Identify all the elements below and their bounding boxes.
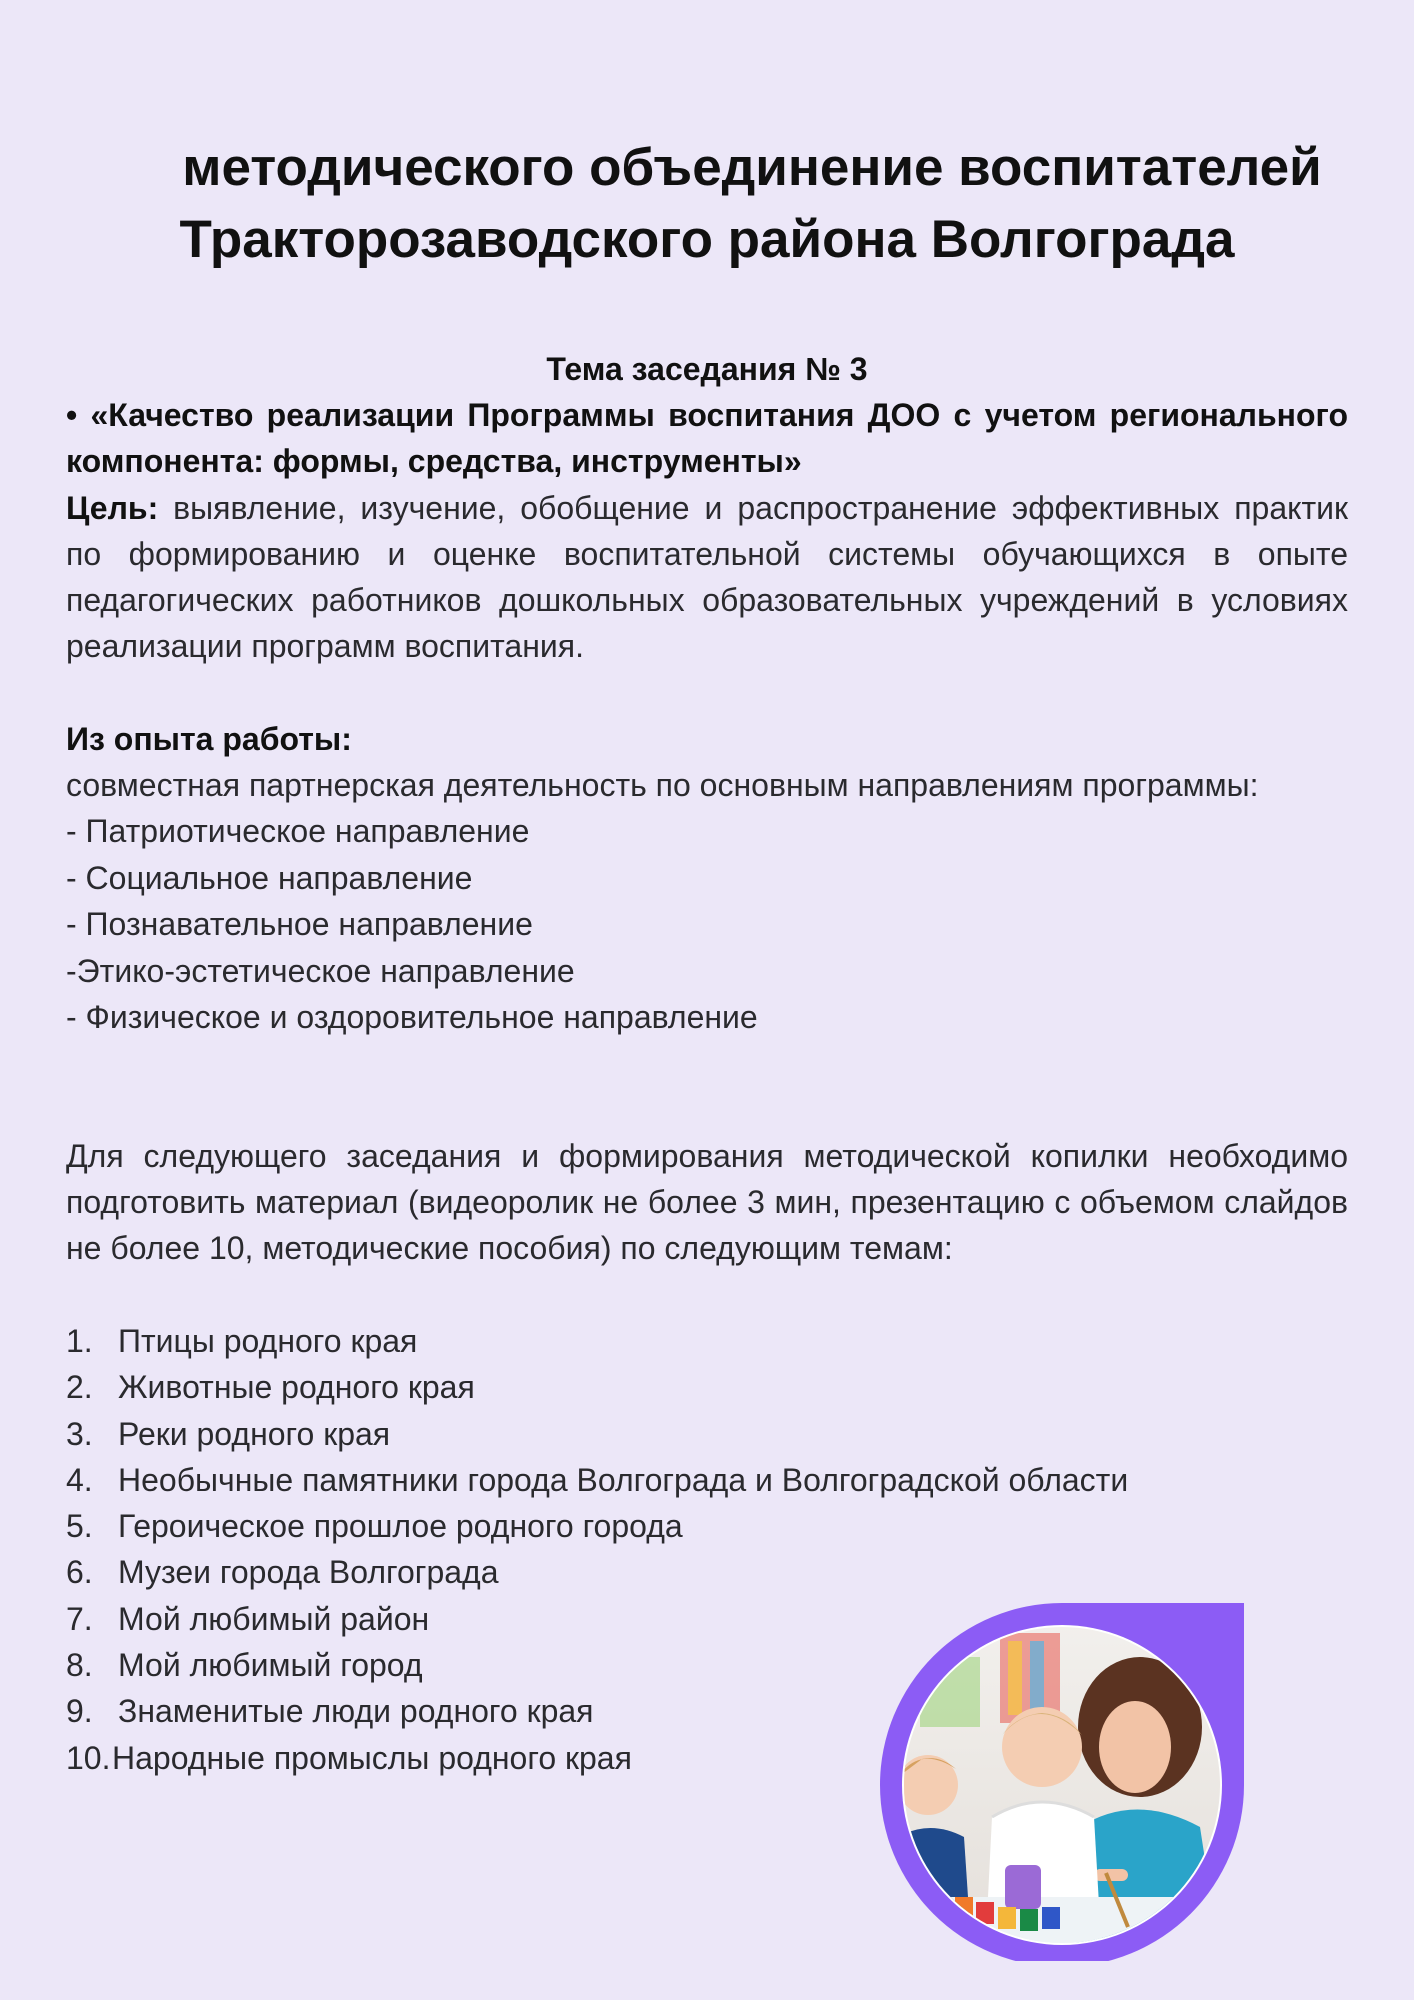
teacher-children-painting-photo — [880, 1597, 1244, 1961]
topic-text: Реки родного края — [118, 1415, 391, 1452]
topic-number: 2. — [66, 1369, 93, 1406]
topic-text: Героическое прошлое родного города — [118, 1508, 683, 1545]
next-meeting-paragraph: Для следующего заседания и формирования методической копилки необходимо подготовить материал (видеоролик не более 3 мин, презентацию с объемом слайдов не более 10, методические пособия) по следующим темам: — [66, 1138, 1348, 1266]
topic-item — [66, 1411, 1128, 1457]
topic-item — [66, 1318, 1128, 1364]
direction-item: - Патриотическое направление — [66, 813, 530, 849]
topic-text: Мой любимый район — [118, 1600, 430, 1637]
topic-text: Музеи города Волгограда — [118, 1554, 499, 1591]
topic-text: Мой любимый город — [118, 1647, 423, 1684]
topic-text: Знаменитые люди родного края — [118, 1693, 594, 1730]
topic-text: Народные промыслы родного края — [112, 1739, 632, 1776]
topic-text: Животные родного края — [118, 1369, 475, 1406]
topic-number: 10. — [66, 1739, 111, 1776]
topic-item — [66, 1549, 1128, 1595]
goal-paragraph — [66, 485, 1348, 669]
topic-number: 6. — [66, 1554, 93, 1591]
experience-title: Из опыта работы: — [66, 721, 352, 757]
topic-number: 5. — [66, 1508, 93, 1545]
photo-illustration — [880, 1597, 1244, 1961]
topic-text: Птицы родного края — [118, 1323, 418, 1359]
direction-item: - Познавательное направление — [66, 906, 533, 942]
goal-label: Цель: — [66, 490, 159, 526]
title-line-2: Тракторозаводского района Волгограда — [179, 210, 1235, 269]
experience-intro: совместная партнерская деятельность по основным направлениям программы: — [66, 767, 1259, 803]
topic-number: 4. — [66, 1461, 93, 1498]
topic-item — [66, 1503, 1128, 1549]
direction-item: - Физическое и оздоровительное направление — [66, 999, 758, 1035]
document-title — [66, 132, 1348, 276]
topic-number: 8. — [66, 1647, 93, 1684]
topic-text: Необычные памятники города Волгограда и Волгоградской области — [118, 1461, 1129, 1498]
topic-item — [66, 1457, 1128, 1503]
title-line-1: методического объединение воспитателей — [182, 138, 1322, 197]
session-label: Тема заседания № 3 — [546, 351, 868, 387]
goal-text: выявление, изучение, обобщение и распространение эффективных практик по формированию и оценке воспитательной системы обучающихся в опыте педагогических работников дошкольных образовательных учреждений в условиях реализации программ воспитания. — [66, 490, 1348, 664]
session-theme: • «Качество реализации Программы воспитания ДОО с учетом регионального компонента: формы, средства, инструменты» — [66, 397, 1348, 479]
direction-item: -Этико-эстетическое направление — [66, 952, 575, 989]
topic-number: 9. — [66, 1693, 93, 1730]
topic-number: 7. — [66, 1600, 93, 1637]
topic-item — [66, 1364, 1128, 1410]
direction-item: - Социальное направление — [66, 859, 473, 896]
directions-list — [66, 808, 758, 1041]
topic-number: 3. — [66, 1415, 93, 1452]
topic-number: 1. — [66, 1323, 93, 1359]
